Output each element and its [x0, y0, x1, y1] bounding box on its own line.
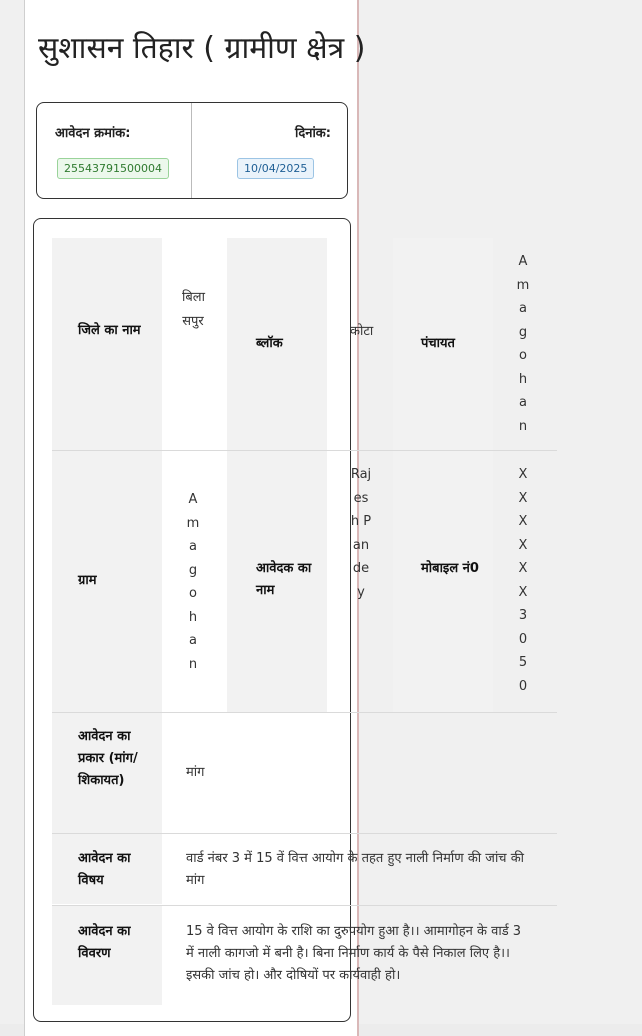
village-value: Amagohan	[186, 492, 200, 672]
application-info-box	[36, 102, 348, 199]
block-label: ब्लॉक	[256, 336, 283, 351]
page-title: सुशासन तिहार ( ग्रामीण क्षेत्र )	[38, 31, 366, 67]
mobile-label: मोबाइल नं0	[421, 561, 479, 576]
description-value: 15 वे वित्त आयोग के राशि का दुरुपयोग हुआ है।। आमागोहन के वार्ड 3 में नाली कागजो में बनी है। बिना निर्माण कार्य के पैसे निकाल लिए है।।इसकी जांच हो। और दोषियों पर कार्यवाही हो।	[186, 924, 522, 983]
district-label: जिले का नाम	[78, 323, 141, 338]
block-value: कोटा	[350, 324, 374, 339]
type-value: मांग	[186, 765, 205, 780]
subject-value: वार्ड नंबर 3 में 15 वें वित्त आयोग के तहत हुए नाली निर्माण की जांच की मांग	[186, 851, 525, 888]
row-divider	[52, 833, 557, 834]
panchayat-value: Amagohan	[516, 254, 530, 434]
district-value: बिलासपुर	[182, 290, 205, 329]
row-divider	[52, 905, 557, 906]
description-label: आवेदन का विवरण	[78, 924, 131, 961]
village-label: ग्राम	[78, 573, 97, 588]
applicant-value: Rajesh Pandey	[350, 467, 372, 600]
application-date-label: दिनांक:	[294, 126, 331, 141]
application-date-badge: 10/04/2025	[237, 158, 314, 179]
district-label-cell	[52, 238, 162, 450]
subject-label: आवेदन का विषय	[78, 851, 131, 888]
panchayat-label: पंचायत	[421, 336, 455, 351]
application-number-badge: 25543791500004	[57, 158, 169, 179]
applicant-label: आवेदक का नाम	[256, 561, 312, 598]
row-divider	[52, 450, 557, 451]
mobile-label-cell	[393, 450, 493, 712]
application-number-label: आवेदन क्रमांक:	[55, 126, 131, 141]
info-divider	[191, 103, 192, 198]
type-label: आवेदन का प्रकार (मांग/शिकायत)	[78, 729, 138, 788]
row-divider	[52, 712, 557, 713]
mobile-value: XXXXXX3050	[518, 467, 528, 694]
